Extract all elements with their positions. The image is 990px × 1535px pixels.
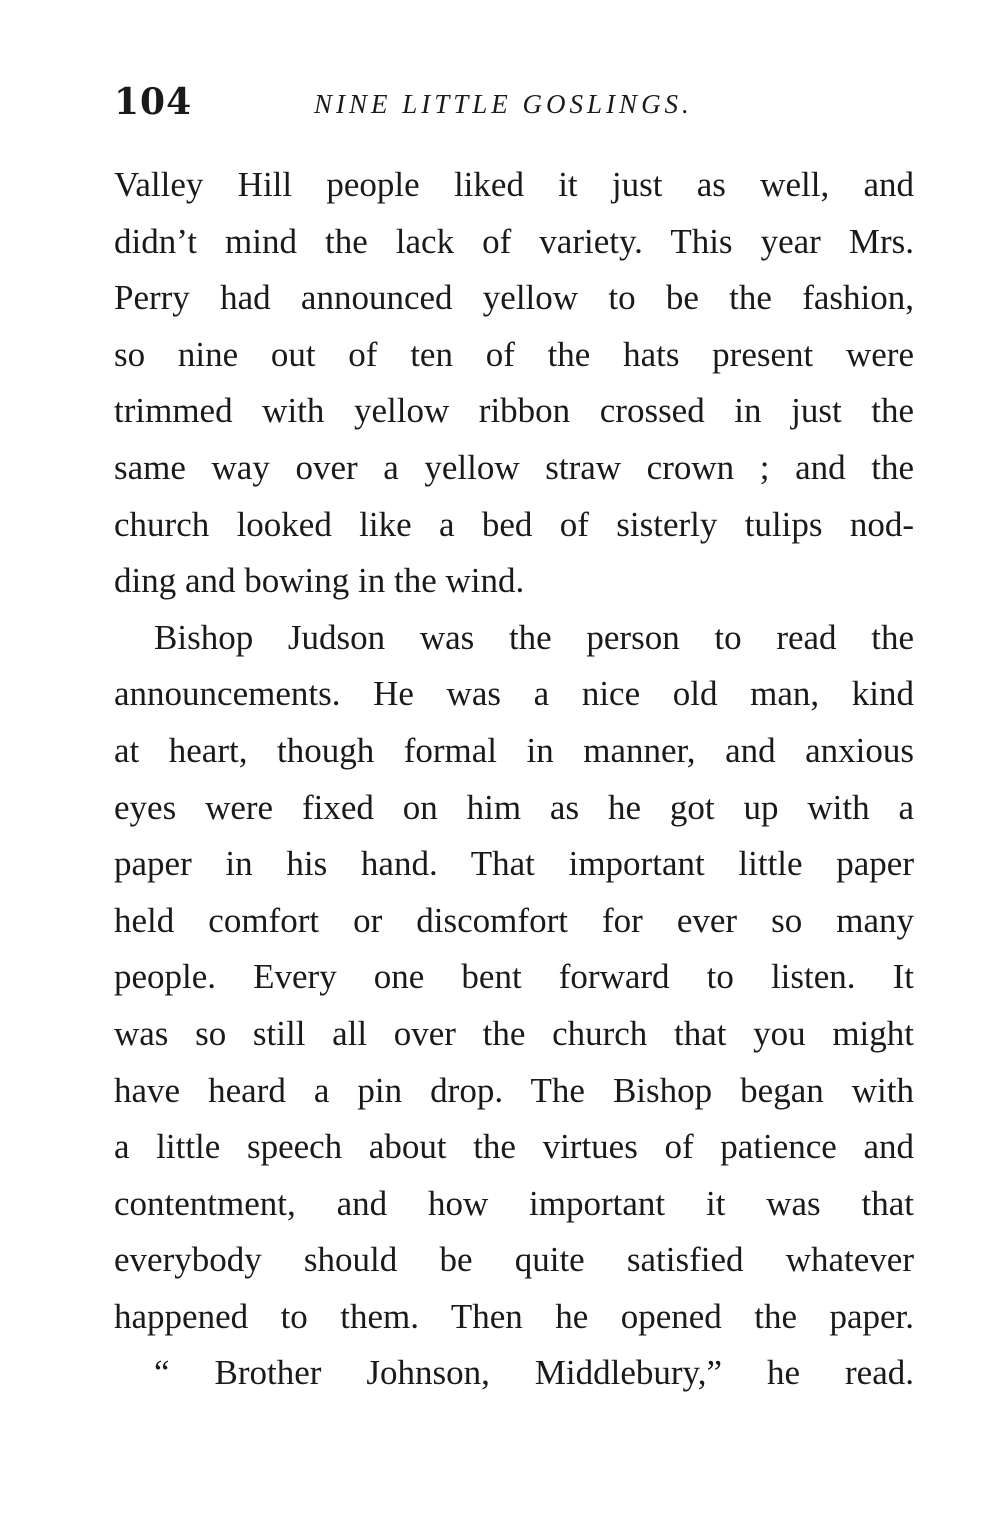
text-line: at heart, though formal in manner, and anxious xyxy=(114,730,914,770)
text-line: happened to them. Then he opened the paper. xyxy=(114,1296,914,1336)
text-line: Bishop Judson was the person to read the xyxy=(154,617,914,657)
text-line: Valley Hill people liked it just as well, and xyxy=(114,165,914,204)
page-header xyxy=(114,80,914,130)
text-line: church looked like a bed of sisterly tulips nod- xyxy=(114,504,914,544)
text-line: same way over a yellow straw crown ; and the xyxy=(114,447,914,487)
text-line: ding and bowing in the wind. xyxy=(114,561,525,601)
text-line: a little speech about the virtues of patience and xyxy=(114,1127,914,1167)
running-title: NINE LITTLE GOSLINGS. xyxy=(314,89,693,119)
text-line: eyes were fixed on him as he got up with a xyxy=(114,787,914,827)
text-line: trimmed with yellow ribbon crossed in just the xyxy=(114,391,914,431)
page-number: 104 xyxy=(114,81,193,123)
text-line: so nine out of ten of the hats present were xyxy=(114,334,914,374)
text-line: everybody should be quite satisfied whatever xyxy=(114,1240,914,1280)
body-text xyxy=(114,157,914,1402)
text-line: contentment, and how important it was that xyxy=(114,1183,914,1223)
text-line: didn’t mind the lack of variety. This year Mrs. xyxy=(114,221,914,261)
text-line: announcements. He was a nice old man, kind xyxy=(114,674,914,714)
text-line: “ Brother Johnson, Middlebury,” he read. xyxy=(154,1353,914,1393)
text-line: people. Every one bent forward to listen. It xyxy=(114,957,914,997)
text-line: Perry had announced yellow to be the fashion, xyxy=(114,278,914,318)
text-line: paper in his hand. That important little paper xyxy=(114,844,914,884)
text-line: held comfort or discomfort for ever so many xyxy=(114,900,914,940)
text-line: have heard a pin drop. The Bishop began with xyxy=(114,1070,914,1110)
text-line: was so still all over the church that you might xyxy=(114,1013,914,1053)
